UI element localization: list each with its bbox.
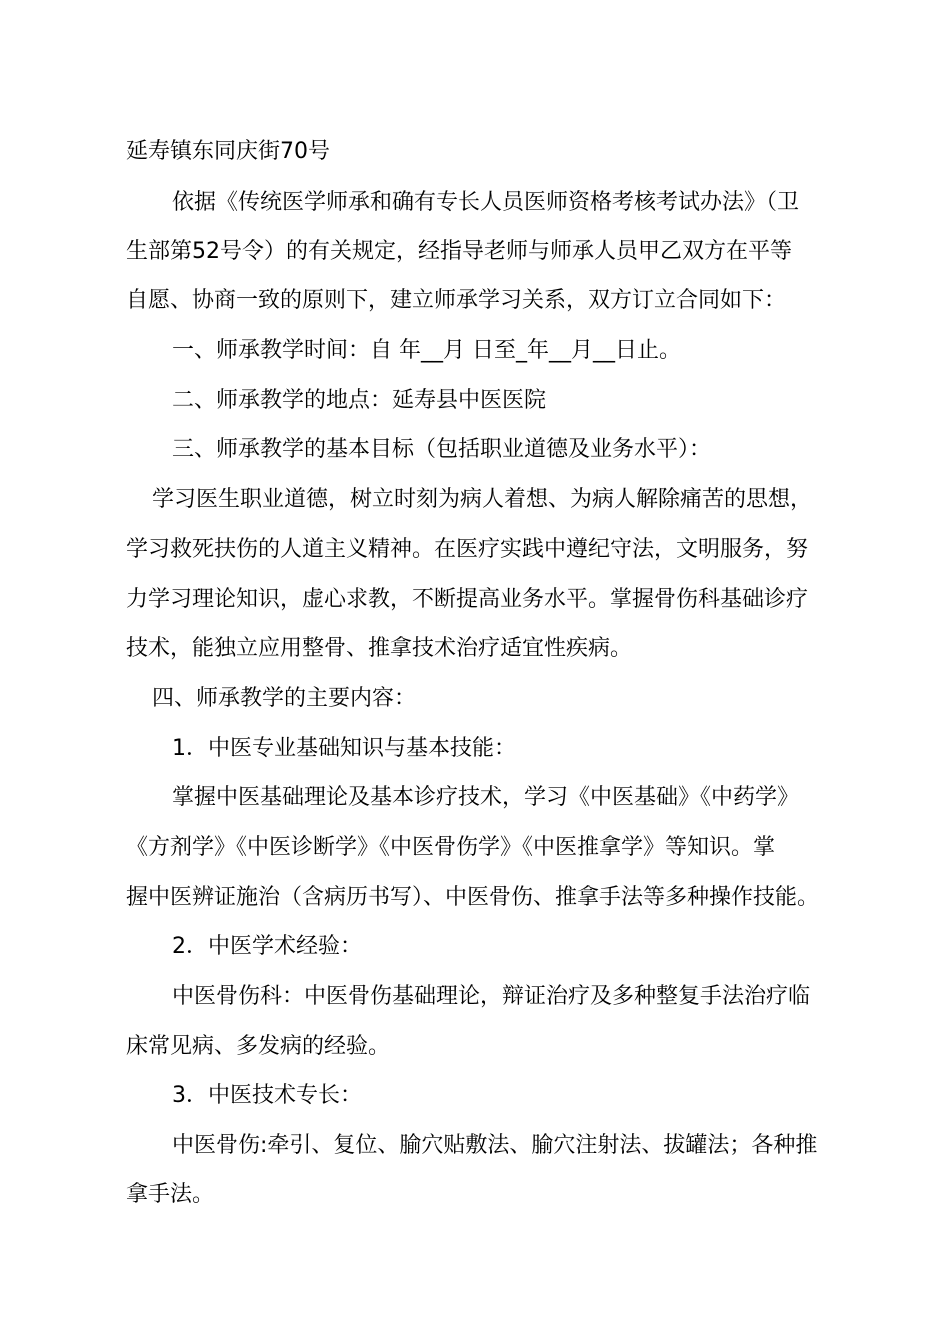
subsection-1-body-line-1: 掌握中医基础理论及基本诊疗技术，学习《中医基础》《中药学》 [172, 785, 800, 810]
paragraph-intro-line-1: 依据《传统医学师承和确有专长人员医师资格考核考试办法》（卫 [172, 190, 800, 215]
paragraph-intro-line-2: 生部第52号令）的有关规定，经指导老师与师承人员甲乙双方在平等 [126, 239, 792, 264]
subsection-3-body-line-2: 拿手法。 [126, 1182, 215, 1207]
subsection-1-heading: 1．中医专业基础知识与基本技能： [172, 736, 516, 761]
address-line: 延寿镇东同庆街70号 [126, 139, 330, 164]
section-3-body-line-1: 学习医生职业道德，树立时刻为病人着想、为病人解除痛苦的思想， [152, 487, 813, 512]
subsection-2-body-line-2: 床常见病、多发病的经验。 [126, 1034, 391, 1059]
section-3-body-line-2: 学习救死扶伤的人道主义精神。在医疗实践中遵纪守法，文明服务，努 [126, 537, 809, 562]
subsection-2-body-line-1: 中医骨伤科：中医骨伤基础理论，辩证治疗及多种整复手法治疗临 [172, 984, 811, 1009]
subsection-1-body-line-3: 握中医辨证施治（含病历书写）、中医骨伤、推拿手法等多种操作技能。 [126, 885, 820, 910]
subsection-3-heading: 3．中医技术专长： [172, 1083, 362, 1108]
subsection-1-body-line-2: 《方剂学》《中医诊断学》《中医骨伤学》《中医推拿学》等知识。掌 [126, 835, 776, 860]
section-1-teaching-time: 一、师承教学时间：自 年__月 日至_年__月__日止。 [172, 338, 681, 363]
subsection-2-heading: 2．中医学术经验： [172, 934, 362, 959]
paragraph-intro-line-3: 自愿、协商一致的原则下，建立师承学习关系，双方订立合同如下： [126, 288, 787, 313]
section-4-heading: 四、师承教学的主要内容： [152, 686, 417, 711]
section-3-body-line-3: 力学习理论知识，虚心求教，不断提高业务水平。掌握骨伤科基础诊疗 [126, 587, 809, 612]
subsection-3-body-line-1: 中医骨伤:牵引、复位、腧穴贴敷法、腧穴注射法、拔罐法；各种推 [172, 1133, 818, 1158]
section-3-heading: 三、师承教学的基本目标（包括职业道德及业务水平）： [172, 437, 712, 462]
section-2-teaching-location: 二、师承教学的地点：延寿县中医医院 [172, 388, 547, 413]
section-3-body-line-4: 技术，能独立应用整骨、推拿技术治疗适宜性疾病。 [126, 636, 633, 661]
